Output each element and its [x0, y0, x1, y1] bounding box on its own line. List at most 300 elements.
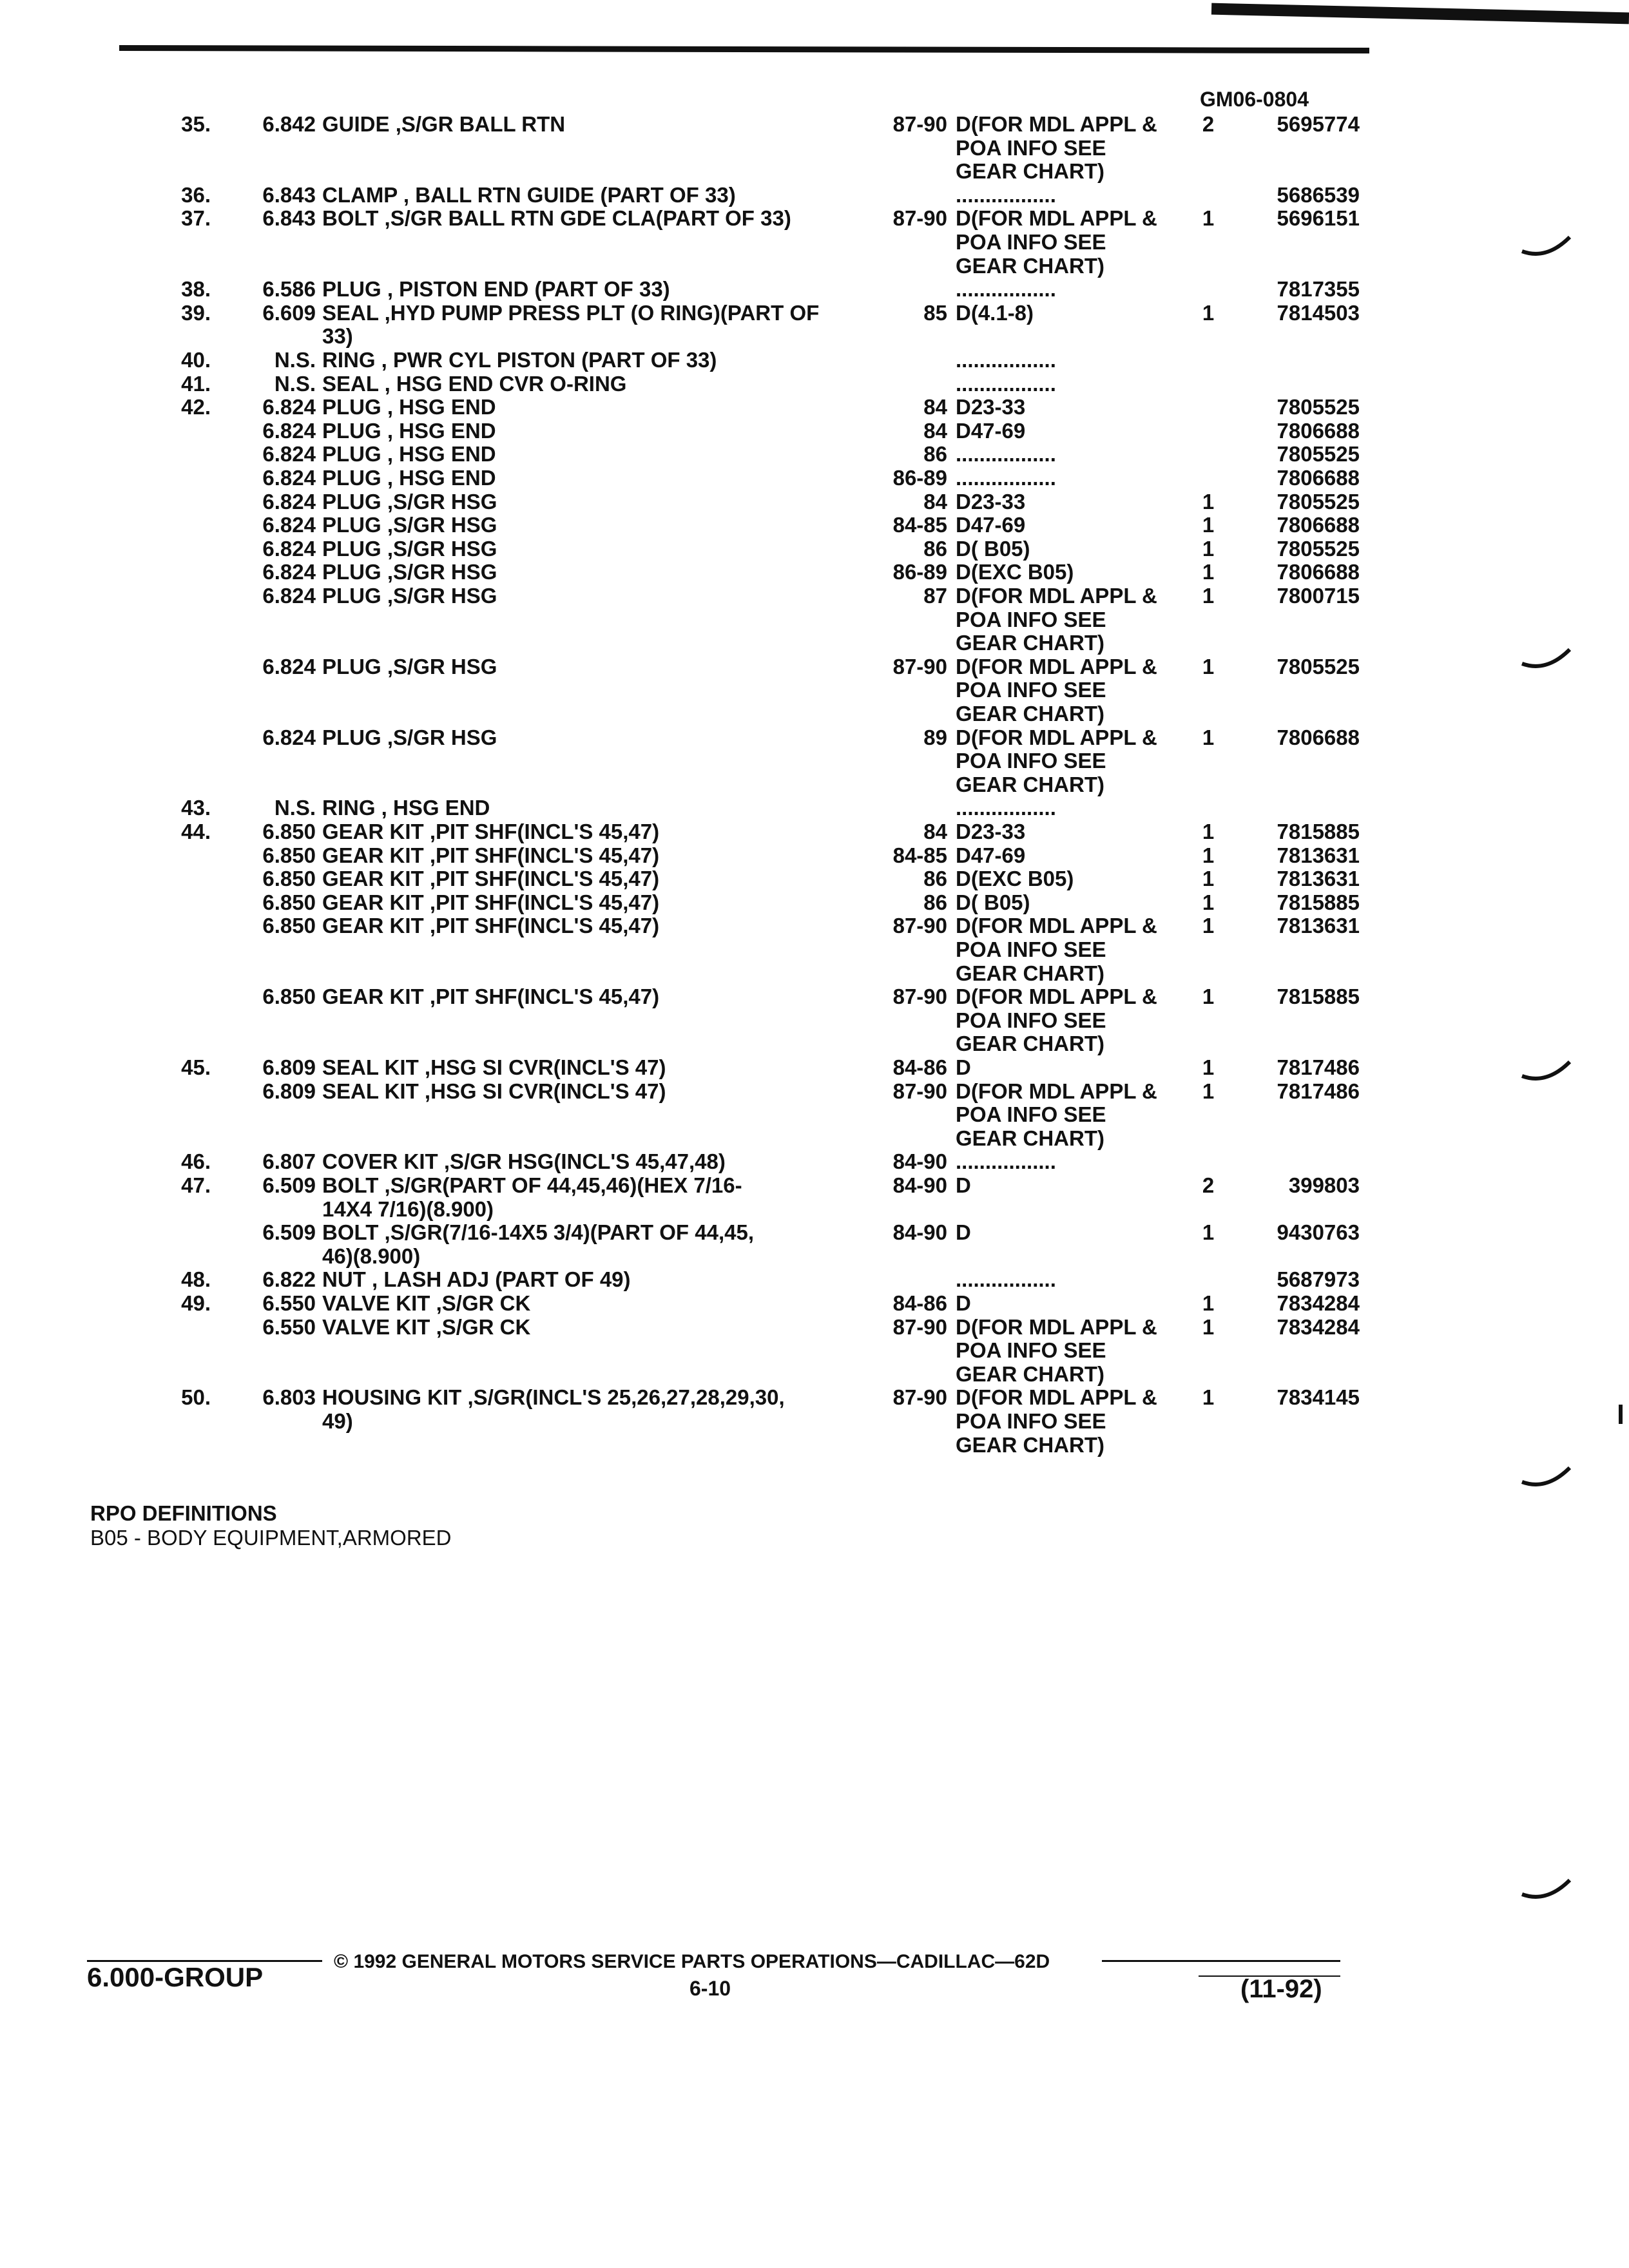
- part-description: [322, 1244, 1173, 1269]
- item-number: 50.: [181, 1385, 211, 1410]
- part-description: [322, 1220, 1173, 1245]
- part-name: VALVE KIT: [322, 1314, 436, 1339]
- binding-mark: [1521, 232, 1572, 258]
- part-detail: , HSG END: [387, 442, 496, 466]
- usage-code: D(FOR MDL APPL &: [956, 1314, 1157, 1339]
- part-description: [322, 584, 1173, 608]
- quantity: 1: [1202, 890, 1215, 914]
- part-detail: , LASH ADJ (PART OF 49): [372, 1267, 631, 1292]
- part-detail: ,S/GR HSG: [387, 654, 497, 678]
- quantity: 1: [1202, 985, 1215, 1009]
- model-years: 86: [923, 890, 947, 914]
- model-years: 86-89: [892, 466, 947, 490]
- model-years: 86-89: [892, 560, 947, 584]
- footer-group: 6.000-GROUP: [87, 1962, 264, 1992]
- reference-number: 6.850: [262, 867, 316, 891]
- reference-number: 6.809: [262, 1055, 316, 1079]
- part-name: SEAL: [322, 300, 385, 325]
- part-detail: ,PIT SHF(INCL'S 45,47): [429, 867, 660, 891]
- usage-code: D(4.1-8): [956, 300, 1034, 325]
- part-name: GUIDE: [322, 112, 396, 136]
- usage-code: GEAR CHART): [956, 1432, 1104, 1457]
- reference-number: 6.550: [262, 1314, 316, 1339]
- usage-code: .................: [956, 1149, 1056, 1174]
- part-name: BOLT: [322, 1220, 385, 1245]
- part-detail: ,PIT SHF(INCL'S 45,47): [429, 843, 660, 867]
- part-number: 7834284: [1277, 1291, 1360, 1315]
- item-number: 42.: [181, 395, 211, 419]
- rpo-heading: RPO DEFINITIONS: [90, 1501, 277, 1525]
- quantity: 1: [1202, 489, 1215, 514]
- reference-number: 6.850: [262, 914, 316, 938]
- rpo-definition: B05 - BODY EQUIPMENT,ARMORED: [90, 1526, 452, 1550]
- usage-code: GEAR CHART): [956, 961, 1104, 985]
- usage-code: D(FOR MDL APPL &: [956, 914, 1157, 938]
- part-detail: ,S/GR HSG: [387, 536, 497, 561]
- usage-code: POA INFO SEE: [956, 1338, 1106, 1363]
- model-years: 87-90: [892, 1385, 947, 1410]
- part-name: GEAR KIT: [322, 890, 430, 914]
- part-name: PLUG: [322, 584, 387, 608]
- reference-number: 6.509: [262, 1220, 316, 1245]
- part-description: [322, 183, 1173, 207]
- part-detail: 49): [322, 1409, 353, 1433]
- part-name: PLUG: [322, 395, 387, 419]
- usage-code: D: [956, 1055, 971, 1079]
- part-number: 7805525: [1277, 395, 1360, 419]
- part-number: 7815885: [1277, 985, 1360, 1009]
- model-years: 87-90: [892, 206, 947, 231]
- model-years: 87-90: [892, 914, 947, 938]
- usage-code: .................: [956, 442, 1056, 466]
- part-detail: ,PIT SHF(INCL'S 45,47): [429, 820, 660, 843]
- part-detail: ,S/GR CK: [436, 1291, 531, 1315]
- reference-number: 6.609: [262, 300, 316, 325]
- part-description: [322, 348, 1173, 372]
- quantity: 1: [1202, 536, 1215, 561]
- part-number: 7834284: [1277, 1314, 1360, 1339]
- footer-page-number: 6-10: [689, 1977, 731, 2000]
- part-detail: ,PIT SHF(INCL'S 45,47): [429, 985, 660, 1009]
- part-name: PLUG: [322, 418, 387, 443]
- header-rule-corner: [1211, 3, 1629, 24]
- part-number: 5686539: [1277, 182, 1360, 207]
- part-detail: ,S/GR HSG: [387, 489, 497, 514]
- part-description: [322, 890, 1173, 915]
- reference-number: 6.824: [262, 513, 316, 537]
- usage-code: D(FOR MDL APPL &: [956, 725, 1157, 749]
- quantity: 1: [1202, 1079, 1215, 1103]
- part-number: 7834145: [1277, 1385, 1360, 1410]
- usage-code: D: [956, 1173, 971, 1197]
- part-number: 7813631: [1277, 867, 1360, 891]
- part-number: 9430763: [1277, 1220, 1360, 1245]
- part-number: 5687973: [1277, 1267, 1360, 1292]
- usage-code: GEAR CHART): [956, 159, 1104, 184]
- reference-number: 6.822: [262, 1267, 316, 1292]
- quantity: 1: [1202, 867, 1215, 891]
- part-name: PLUG: [322, 536, 387, 561]
- part-description: [322, 1079, 1173, 1104]
- usage-code: POA INFO SEE: [956, 749, 1106, 773]
- item-number: 35.: [181, 112, 211, 136]
- usage-code: .................: [956, 277, 1056, 302]
- part-name: PLUG: [322, 560, 387, 584]
- part-number: 7805525: [1277, 536, 1360, 561]
- part-description: [322, 419, 1173, 443]
- part-name: GEAR KIT: [322, 914, 430, 938]
- part-detail: ,S/GR(INCL'S 25,26,27,28,29,30,: [467, 1385, 785, 1410]
- reference-number: 6.843: [262, 206, 316, 231]
- part-name: COVER KIT: [322, 1149, 444, 1174]
- part-number: 7817355: [1277, 277, 1360, 302]
- usage-code: .................: [956, 796, 1056, 820]
- usage-code: .................: [956, 348, 1056, 372]
- quantity: 1: [1202, 725, 1215, 749]
- usage-code: POA INFO SEE: [956, 937, 1106, 961]
- reference-number: 6.824: [262, 466, 316, 490]
- part-description: [322, 490, 1173, 514]
- part-description: [322, 867, 1173, 891]
- binding-mark: [1521, 1057, 1572, 1082]
- model-years: 87-90: [892, 654, 947, 678]
- part-name: BOLT: [322, 206, 385, 231]
- usage-code: GEAR CHART): [956, 253, 1104, 278]
- part-description: [322, 1055, 1173, 1080]
- part-description: [322, 796, 1173, 820]
- usage-code: D(FOR MDL APPL &: [956, 1385, 1157, 1410]
- reference-number: 6.850: [262, 890, 316, 914]
- part-name: SEAL KIT: [322, 1055, 425, 1079]
- part-description: [322, 301, 1173, 325]
- part-number: 7806688: [1277, 513, 1360, 537]
- reference-number: 6.807: [262, 1149, 316, 1174]
- part-description: [322, 442, 1173, 466]
- part-name: SEAL KIT: [322, 1079, 425, 1103]
- quantity: 1: [1202, 1055, 1215, 1079]
- part-detail: 14X4 7/16)(8.900): [322, 1196, 494, 1221]
- reference-number: 6.842: [262, 112, 316, 136]
- part-number: 7805525: [1277, 442, 1360, 466]
- part-detail: 33): [322, 324, 353, 349]
- model-years: 89: [923, 725, 947, 749]
- binding-mark: [1521, 644, 1572, 670]
- part-detail: , HSG END: [381, 796, 490, 820]
- part-description: [322, 1315, 1173, 1340]
- usage-code: D23-33: [956, 395, 1026, 419]
- binding-mark: [1521, 1875, 1572, 1901]
- reference-number: 6.509: [262, 1173, 316, 1197]
- part-number: 7806688: [1277, 418, 1360, 443]
- quantity: 1: [1202, 206, 1215, 231]
- item-number: 38.: [181, 277, 211, 302]
- model-years: 87-90: [892, 1314, 947, 1339]
- model-years: 84-85: [892, 843, 947, 867]
- part-description: [322, 1149, 1173, 1174]
- usage-code: D47-69: [956, 513, 1026, 537]
- usage-code: D(FOR MDL APPL &: [956, 654, 1157, 678]
- usage-code: POA INFO SEE: [956, 1008, 1106, 1032]
- part-detail: , PWR CYL PISTON (PART OF 33): [381, 348, 717, 372]
- part-description: [322, 372, 1173, 396]
- part-detail: , HSG END CVR O-RING: [384, 371, 627, 396]
- part-name: SEAL: [322, 371, 385, 396]
- usage-code: D23-33: [956, 820, 1026, 843]
- quantity: 1: [1202, 1385, 1215, 1410]
- part-detail: ,S/GR(7/16-14X5 3/4)(PART OF 44,45,: [384, 1220, 754, 1245]
- quantity: 1: [1202, 914, 1215, 938]
- usage-code: POA INFO SEE: [956, 607, 1106, 631]
- part-detail: , HSG END: [387, 466, 496, 490]
- reference-number: 6.824: [262, 725, 316, 749]
- reference-number: 6.850: [262, 985, 316, 1009]
- usage-code: D47-69: [956, 418, 1026, 443]
- part-name: GEAR KIT: [322, 867, 430, 891]
- usage-code: .................: [956, 1267, 1056, 1292]
- part-name: GEAR KIT: [322, 820, 430, 843]
- quantity: 1: [1202, 584, 1215, 608]
- usage-code: POA INFO SEE: [956, 135, 1106, 160]
- part-description: [322, 1409, 1173, 1434]
- model-years: 84: [923, 395, 947, 419]
- quantity: 1: [1202, 560, 1215, 584]
- reference-number: 6.824: [262, 418, 316, 443]
- usage-code: POA INFO SEE: [956, 1409, 1106, 1433]
- quantity: 1: [1202, 843, 1215, 867]
- part-description: [322, 726, 1173, 750]
- part-detail: ,S/GR HSG: [387, 584, 497, 608]
- item-number: 36.: [181, 182, 211, 207]
- quantity: 1: [1202, 513, 1215, 537]
- usage-code: .................: [956, 466, 1056, 490]
- part-name: CLAMP: [322, 182, 403, 207]
- part-name: RING: [322, 348, 381, 372]
- part-detail: , PISTON END (PART OF 33): [387, 277, 670, 302]
- item-number: 48.: [181, 1267, 211, 1292]
- reference-number: 6.850: [262, 843, 316, 867]
- part-name: BOLT: [322, 1173, 385, 1197]
- usage-code: D(FOR MDL APPL &: [956, 112, 1157, 136]
- quantity: 1: [1202, 654, 1215, 678]
- part-name: VALVE KIT: [322, 1291, 436, 1315]
- usage-code: D: [956, 1291, 971, 1315]
- part-number: 399803: [1288, 1173, 1360, 1197]
- reference-number: 6.809: [262, 1079, 316, 1103]
- usage-code: D(FOR MDL APPL &: [956, 985, 1157, 1009]
- part-name: GEAR KIT: [322, 985, 430, 1009]
- part-detail: ,HSG SI CVR(INCL'S 47): [424, 1055, 666, 1079]
- part-detail: ,S/GR BALL RTN GDE CLA(PART OF 33): [384, 206, 791, 231]
- reference-number: 6.824: [262, 489, 316, 514]
- part-detail: ,PIT SHF(INCL'S 45,47): [429, 914, 660, 938]
- quantity: 1: [1202, 1220, 1215, 1245]
- usage-code: .................: [956, 371, 1056, 396]
- part-name: GEAR KIT: [322, 843, 430, 867]
- part-detail: ,S/GR HSG: [387, 725, 497, 749]
- part-number: 7815885: [1277, 890, 1360, 914]
- reference-number: 6.586: [262, 277, 316, 302]
- model-years: 84: [923, 820, 947, 843]
- part-description: [322, 820, 1173, 844]
- part-name: HOUSING KIT: [322, 1385, 468, 1410]
- item-number: 44.: [181, 820, 211, 843]
- part-description: [322, 1291, 1173, 1316]
- part-detail: ,S/GR CK: [436, 1314, 531, 1339]
- reference-number: 6.824: [262, 442, 316, 466]
- part-number: 7805525: [1277, 489, 1360, 514]
- part-description: [322, 655, 1173, 679]
- part-detail: ,S/GR HSG: [387, 513, 497, 537]
- model-years: 85: [923, 300, 947, 325]
- part-name: RING: [322, 796, 381, 820]
- usage-code: D47-69: [956, 843, 1026, 867]
- item-number: 49.: [181, 1291, 211, 1315]
- part-number: 5695774: [1277, 112, 1360, 136]
- binding-mark: [1521, 1463, 1572, 1488]
- reference-number: 6.824: [262, 395, 316, 419]
- part-detail: ,S/GR HSG: [387, 560, 497, 584]
- usage-code: D(EXC B05): [956, 867, 1074, 891]
- part-detail: , HSG END: [387, 395, 496, 419]
- reference-number: 6.550: [262, 1291, 316, 1315]
- usage-code: D(FOR MDL APPL &: [956, 206, 1157, 231]
- part-description: [322, 537, 1173, 561]
- usage-code: GEAR CHART): [956, 631, 1104, 655]
- part-description: [322, 1385, 1173, 1410]
- quantity: 2: [1202, 112, 1215, 136]
- part-number: 7817486: [1277, 1055, 1360, 1079]
- document-id: GM06-0804: [1200, 88, 1309, 111]
- part-description: [322, 560, 1173, 584]
- part-detail: ,S/GR BALL RTN: [395, 112, 566, 136]
- part-detail: ,HYD PUMP PRESS PLT (O RING)(PART OF: [384, 300, 820, 325]
- usage-code: GEAR CHART): [956, 1361, 1104, 1386]
- part-number: 7813631: [1277, 914, 1360, 938]
- part-description: [322, 395, 1173, 419]
- part-detail: 46)(8.900): [322, 1244, 421, 1268]
- reference-number: 6.824: [262, 536, 316, 561]
- usage-code: D( B05): [956, 536, 1030, 561]
- reference-number: 6.824: [262, 584, 316, 608]
- part-detail: ,S/GR HSG(INCL'S 45,47,48): [443, 1149, 726, 1174]
- model-years: 84-86: [892, 1291, 947, 1315]
- part-detail: , BALL RTN GUIDE (PART OF 33): [403, 182, 736, 207]
- part-description: [322, 1267, 1173, 1292]
- part-number: 7817486: [1277, 1079, 1360, 1103]
- reference-number: 6.824: [262, 560, 316, 584]
- usage-code: GEAR CHART): [956, 1126, 1104, 1150]
- part-description: [322, 1197, 1173, 1222]
- footer-copyright: © 1992 GENERAL MOTORS SERVICE PARTS OPERATIONS—CADILLAC—62D: [334, 1951, 1050, 1972]
- part-detail: ,PIT SHF(INCL'S 45,47): [429, 890, 660, 914]
- part-description: [322, 1173, 1173, 1198]
- part-number: 7814503: [1277, 300, 1360, 325]
- reference-number: 6.843: [262, 182, 316, 207]
- part-name: PLUG: [322, 654, 387, 678]
- usage-code: D(FOR MDL APPL &: [956, 584, 1157, 608]
- part-name: PLUG: [322, 277, 387, 302]
- reference-number: 6.803: [262, 1385, 316, 1410]
- usage-code: GEAR CHART): [956, 1032, 1104, 1056]
- part-description: [322, 914, 1173, 938]
- model-years: 87-90: [892, 1079, 947, 1103]
- item-number: 47.: [181, 1173, 211, 1197]
- model-years: 84: [923, 489, 947, 514]
- part-number: 5696151: [1277, 206, 1360, 231]
- item-number: 37.: [181, 206, 211, 231]
- quantity: 2: [1202, 1173, 1215, 1197]
- part-name: PLUG: [322, 466, 387, 490]
- part-number: 7800715: [1277, 584, 1360, 608]
- header-rule: [119, 45, 1369, 53]
- item-number: 43.: [181, 796, 211, 820]
- usage-code: POA INFO SEE: [956, 1102, 1106, 1127]
- model-years: 87-90: [892, 985, 947, 1009]
- model-years: 86: [923, 536, 947, 561]
- part-detail: ,HSG SI CVR(INCL'S 47): [424, 1079, 666, 1103]
- part-description: [322, 985, 1173, 1009]
- item-number: 45.: [181, 1055, 211, 1079]
- part-name: PLUG: [322, 442, 387, 466]
- model-years: 84: [923, 418, 947, 443]
- model-years: 84-85: [892, 513, 947, 537]
- reference-number: 6.824: [262, 654, 316, 678]
- model-years: 86: [923, 442, 947, 466]
- model-years: 86: [923, 867, 947, 891]
- item-number: 41.: [181, 371, 211, 396]
- usage-code: D(EXC B05): [956, 560, 1074, 584]
- usage-code: POA INFO SEE: [956, 230, 1106, 254]
- part-number: 7806688: [1277, 560, 1360, 584]
- quantity: 1: [1202, 1291, 1215, 1315]
- part-name: PLUG: [322, 725, 387, 749]
- quantity: 1: [1202, 300, 1215, 325]
- footer-rule-right: [1102, 1960, 1340, 1962]
- part-detail: ,S/GR(PART OF 44,45,46)(HEX 7/16-: [384, 1173, 742, 1197]
- usage-code: D(FOR MDL APPL &: [956, 1079, 1157, 1103]
- usage-code: GEAR CHART): [956, 772, 1104, 796]
- quantity: 1: [1202, 820, 1215, 843]
- usage-code: .................: [956, 182, 1056, 207]
- item-number: 40.: [181, 348, 211, 372]
- model-years: 84-90: [892, 1220, 947, 1245]
- usage-code: D( B05): [956, 890, 1030, 914]
- usage-code: POA INFO SEE: [956, 678, 1106, 702]
- part-number: 7815885: [1277, 820, 1360, 843]
- model-years: 84-90: [892, 1149, 947, 1174]
- part-name: PLUG: [322, 513, 387, 537]
- part-description: [322, 206, 1173, 231]
- part-description: [322, 324, 1173, 349]
- model-years: 84-86: [892, 1055, 947, 1079]
- item-number: 39.: [181, 300, 211, 325]
- part-number: 7813631: [1277, 843, 1360, 867]
- part-number: 7806688: [1277, 725, 1360, 749]
- part-description: [322, 513, 1173, 537]
- model-years: 87: [923, 584, 947, 608]
- part-name: PLUG: [322, 489, 387, 514]
- footer-date: (11-92): [1240, 1975, 1322, 2003]
- usage-code: D23-33: [956, 489, 1026, 514]
- model-years: 84-90: [892, 1173, 947, 1197]
- edge-mark: [1619, 1405, 1623, 1424]
- reference-number: N.S.: [274, 348, 316, 372]
- usage-code: D: [956, 1220, 971, 1245]
- part-description: [322, 112, 1173, 137]
- part-description: [322, 466, 1173, 490]
- usage-code: GEAR CHART): [956, 702, 1104, 726]
- part-number: 7806688: [1277, 466, 1360, 490]
